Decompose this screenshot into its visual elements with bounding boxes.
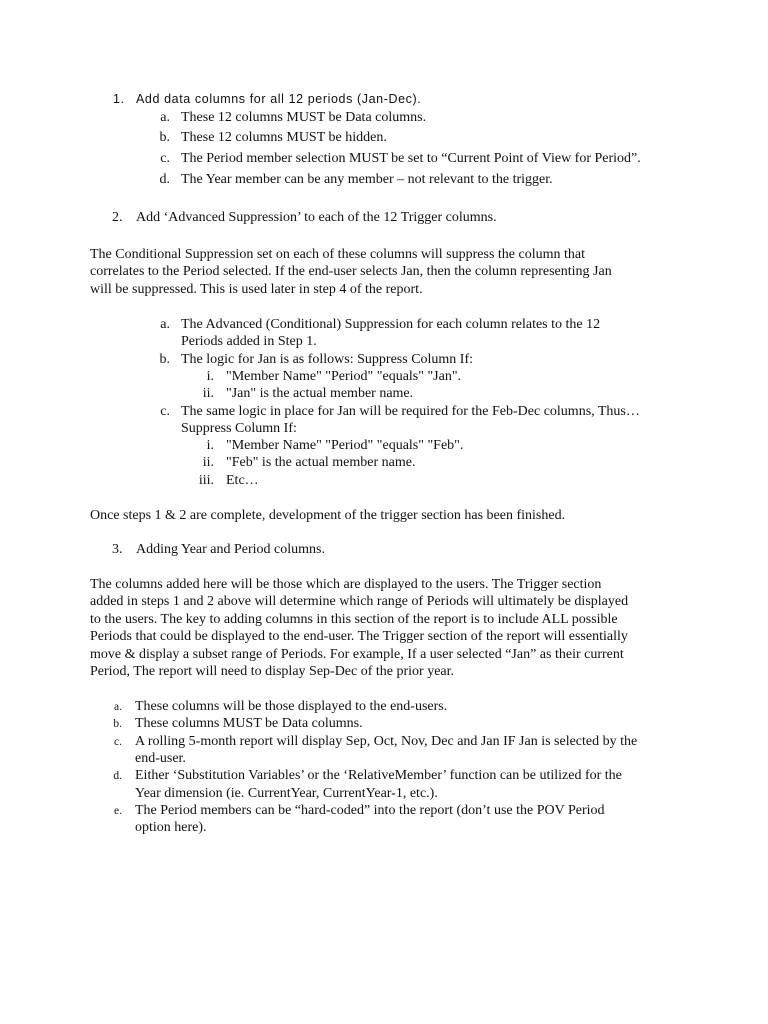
columns-item-c-marker: c. xyxy=(114,736,122,748)
columns-item-d-line-2: Year dimension (ie. CurrentYear, CurrentYear-1, etc.). xyxy=(135,786,438,801)
step-1-item-b: These 12 columns MUST be hidden. xyxy=(181,130,387,145)
paragraph-3-line-4: Periods that could be displayed to the end-user. The Trigger section of the report will essentially xyxy=(90,629,628,644)
columns-item-d-marker: d. xyxy=(113,770,122,782)
step-3-marker: 3. xyxy=(112,542,123,557)
paragraph-3-line-5: move & display a subset range of Periods. For example, If a user selected “Jan” as their current xyxy=(90,647,624,662)
step-1-item-d: The Year member can be any member – not relevant to the trigger. xyxy=(181,172,553,187)
suppression-b-sub-i: "Member Name" "Period" "equals" "Jan". xyxy=(226,369,462,384)
step-3-heading: Adding Year and Period columns. xyxy=(136,542,325,557)
suppression-item-c-line-1: The same logic in place for Jan will be required for the Feb-Dec columns, Thus… xyxy=(181,404,640,419)
paragraph-2: Once steps 1 & 2 are complete, development of the trigger section has been finished. xyxy=(90,508,566,523)
step-1-item-a-marker: a. xyxy=(160,110,170,125)
suppression-item-a-line-2: Periods added in Step 1. xyxy=(181,334,317,349)
step-1-item-b-marker: b. xyxy=(159,130,170,145)
step-1-heading: Add data columns for all 12 periods (Jan-Dec). xyxy=(136,92,422,106)
step-2-marker: 2. xyxy=(112,210,123,225)
step-2-heading: Add ‘Advanced Suppression’ to each of the 12 Trigger columns. xyxy=(136,210,497,225)
columns-item-e-marker: e. xyxy=(114,805,122,817)
step-1-marker: 1. xyxy=(113,92,125,106)
paragraph-1-line-1: The Conditional Suppression set on each of these columns will suppress the column that xyxy=(90,247,585,262)
suppression-item-b: The logic for Jan is as follows: Suppress Column If: xyxy=(181,352,474,367)
columns-item-d-line-1: Either ‘Substitution Variables’ or the ‘RelativeMember’ function can be utilized for the xyxy=(135,768,622,783)
step-1-item-c: The Period member selection MUST be set to “Current Point of View for Period”. xyxy=(181,151,641,166)
suppression-c-sub-i-marker: i. xyxy=(206,438,214,453)
paragraph-1-line-3: will be suppressed. This is used later in step 4 of the report. xyxy=(90,282,423,297)
suppression-b-sub-i-marker: i. xyxy=(206,369,214,384)
paragraph-1-line-2: correlates to the Period selected. If the end-user selects Jan, then the column representing Jan xyxy=(90,264,612,279)
paragraph-3-line-3: to the users. The key to adding columns in this section of the report is to include ALL possible xyxy=(90,612,618,627)
suppression-item-b-marker: b. xyxy=(159,352,170,367)
suppression-item-c-marker: c. xyxy=(160,404,170,419)
paragraph-3-line-1: The columns added here will be those which are displayed to the users. The Trigger section xyxy=(90,577,602,592)
suppression-c-sub-ii-marker: ii. xyxy=(202,455,214,470)
suppression-item-c-line-2: Suppress Column If: xyxy=(181,421,297,436)
columns-item-b: These columns MUST be Data columns. xyxy=(135,716,363,731)
columns-item-e-line-1: The Period members can be “hard-coded” into the report (don’t use the POV Period xyxy=(135,803,605,818)
columns-item-e-line-2: option here). xyxy=(135,820,207,835)
step-1-item-a: These 12 columns MUST be Data columns. xyxy=(181,110,427,125)
paragraph-3-line-6: Period, The report will need to display Sep-Dec of the prior year. xyxy=(90,664,455,679)
suppression-b-sub-ii-marker: ii. xyxy=(202,386,214,401)
columns-item-a: These columns will be those displayed to the end-users. xyxy=(135,699,448,714)
columns-item-c-line-1: A rolling 5-month report will display Sep, Oct, Nov, Dec and Jan IF Jan is selected by the xyxy=(135,734,638,749)
columns-item-a-marker: a. xyxy=(114,701,122,713)
suppression-c-sub-iii: Etc… xyxy=(226,473,259,488)
paragraph-3-line-2: added in steps 1 and 2 above will determine which range of Periods will ultimately be displayed xyxy=(90,594,629,609)
suppression-item-a-line-1: The Advanced (Conditional) Suppression for each column relates to the 12 xyxy=(181,317,601,332)
step-1-item-d-marker: d. xyxy=(159,172,170,187)
suppression-c-sub-iii-marker: iii. xyxy=(198,473,214,488)
columns-item-b-marker: b. xyxy=(113,718,122,730)
suppression-item-a-marker: a. xyxy=(160,317,170,332)
suppression-c-sub-ii: "Feb" is the actual member name. xyxy=(226,455,416,470)
step-1-item-c-marker: c. xyxy=(160,151,170,166)
columns-item-c-line-2: end-user. xyxy=(135,751,186,766)
suppression-c-sub-i: "Member Name" "Period" "equals" "Feb". xyxy=(226,438,464,453)
suppression-b-sub-ii: "Jan" is the actual member name. xyxy=(226,386,414,401)
